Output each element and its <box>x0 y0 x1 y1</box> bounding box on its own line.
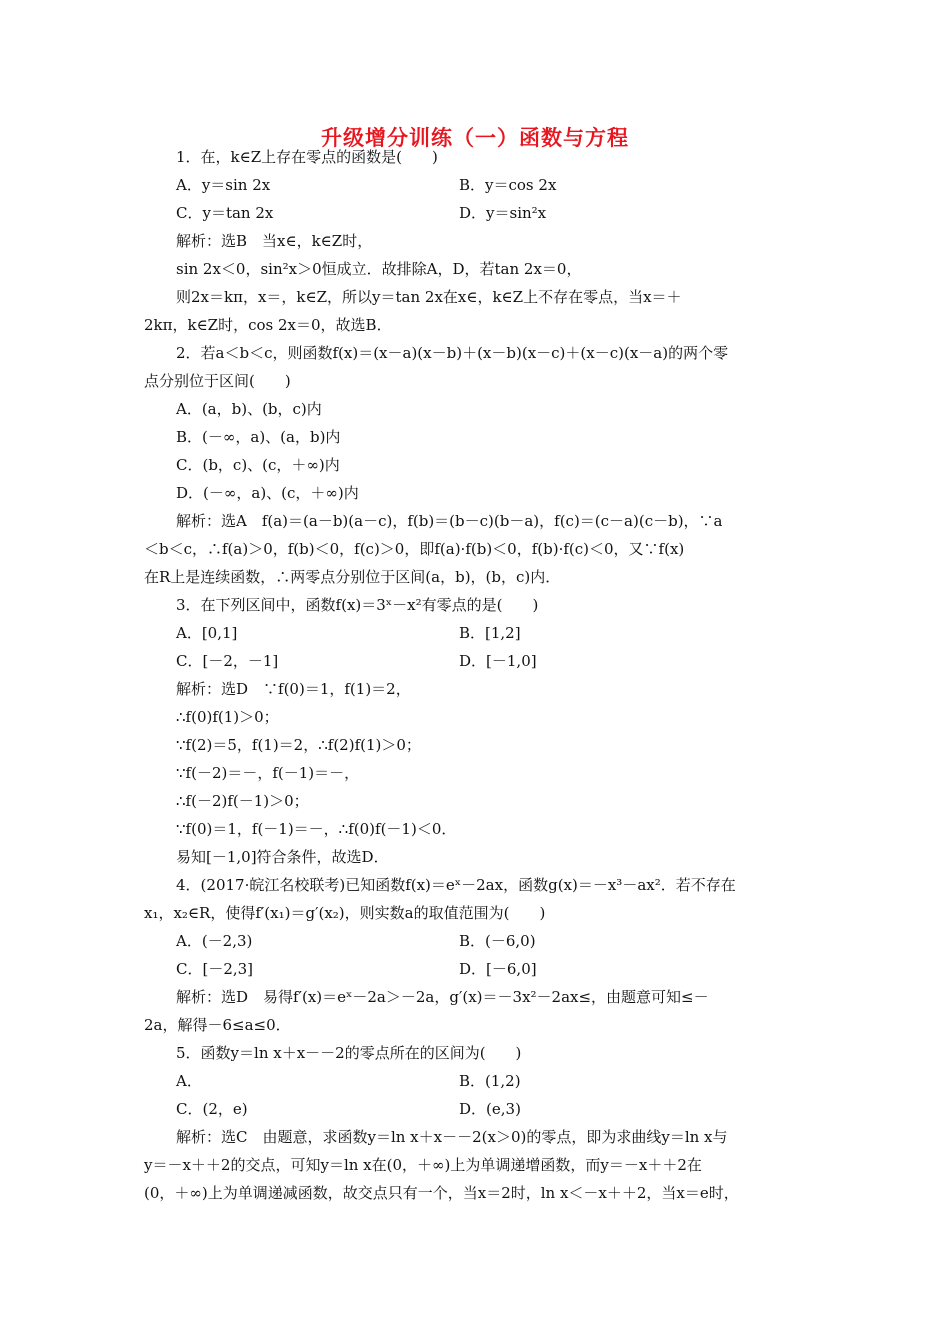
text-line: D．[－6,0] <box>459 960 537 978</box>
text-line: B．(1,2) <box>459 1072 521 1090</box>
text-line: 易知[－1,0]符合条件，故选D． <box>176 848 389 866</box>
text-line: 解析：选A f(a)＝(a－b)(a－c)，f(b)＝(b－c)(b－a)，f(c)＝(c－a)(c－b)，∵a <box>176 512 723 530</box>
text-line: ＜b＜c，∴f(a)＞0，f(b)＜0，f(c)＞0，即f(a)·f(b)＜0，f(b)·f(c)＜0，又∵f(x) <box>144 540 685 558</box>
text-line: D．(－∞，a)、(c，＋∞)内 <box>176 484 359 502</box>
text-line: A．(a，b)、(b，c)内 <box>176 400 322 418</box>
text-line: D．y＝sin²x <box>459 204 547 222</box>
text-line: 2．若a＜b＜c，则函数f(x)＝(x－a)(x－b)＋(x－b)(x－c)＋(x－c)(x－a)的两个零 <box>176 344 729 362</box>
text-line: 解析：选D 易得f′(x)＝eˣ－2a＞－2a，g′(x)＝－3x²－2ax≤，由题意可知≤－ <box>176 988 709 1006</box>
text-line: B．(－6,0) <box>459 932 536 950</box>
text-line: C．[－2，－1] <box>176 652 279 670</box>
text-line: C．y＝tan 2x <box>176 204 274 222</box>
text-line: x₁，x₂∈R，使得f′(x₁)＝g′(x₂)，则实数a的取值范围为( ) <box>144 904 546 922</box>
text-line: 5．函数y＝ln x＋x－－2的零点所在的区间为( ) <box>176 1044 522 1062</box>
text-line: A．y＝sin 2x <box>176 176 271 194</box>
text-line: sin 2x＜0，sin²x＞0恒成立．故排除A，D，若tan 2x＝0， <box>176 260 582 278</box>
page-title: 升级增分训练（一）函数与方程 <box>321 126 629 150</box>
text-line: 1．在，k∈Z上存在零点的函数是( ) <box>176 148 438 166</box>
text-line: 2a，解得－6≤a≤0． <box>144 1016 291 1034</box>
text-line: 在R上是连续函数，∴两零点分别位于区间(a，b)，(b，c)内． <box>144 568 561 586</box>
text-line: A．[0,1] <box>176 624 238 642</box>
text-line: D．(e,3) <box>459 1100 521 1118</box>
text-line: 解析：选C 由题意，求函数y＝ln x＋x－－2(x＞0)的零点，即为求曲线y＝ln x与 <box>176 1128 728 1146</box>
text-line: B．y＝cos 2x <box>459 176 557 194</box>
text-line: C．(b，c)、(c，＋∞)内 <box>176 456 340 474</box>
text-line: 4．(2017·皖江名校联考)已知函数f(x)＝eˣ－2ax，函数g(x)＝－x³－ax²．若不存在 <box>176 876 736 894</box>
text-line: 点分别位于区间( ) <box>144 372 291 390</box>
text-line: 2kπ，k∈Z时，cos 2x＝0，故选B． <box>144 316 392 334</box>
text-line: 解析：选D ∵f(0)＝1，f(1)＝2， <box>176 680 411 698</box>
text-line: ∴f(－2)f(－1)＞0； <box>176 792 309 810</box>
text-line: ∵f(－2)＝－，f(－1)＝－， <box>176 764 360 782</box>
text-line: 3．在下列区间中，函数f(x)＝3ˣ－x²有零点的是( ) <box>176 596 539 614</box>
text-line: C．(2，e) <box>176 1100 248 1118</box>
text-line: ∵f(0)＝1，f(－1)＝－，∴f(0)f(－1)＜0． <box>176 820 457 838</box>
text-line: A． <box>176 1072 202 1090</box>
text-line: B．[1,2] <box>459 624 521 642</box>
text-line: D．[－1,0] <box>459 652 537 670</box>
text-line: 则2x＝kπ，x＝，k∈Z，所以y＝tan 2x在x∈，k∈Z上不存在零点，当x＝＋ <box>176 288 682 306</box>
text-line: B．(－∞，a)、(a，b)内 <box>176 428 341 446</box>
text-line: A．(－2,3) <box>176 932 253 950</box>
text-line: (0，＋∞)上为单调递减函数，故交点只有一个，当x＝2时，ln x＜－x＋＋2，当x＝e时， <box>144 1184 739 1202</box>
text-line: 解析：选B 当x∈，k∈Z时， <box>176 232 373 250</box>
text-line: C．[－2,3] <box>176 960 254 978</box>
text-line: ∴f(0)f(1)＞0； <box>176 708 279 726</box>
text-line: ∵f(2)＝5，f(1)＝2，∴f(2)f(1)＞0； <box>176 736 421 754</box>
text-line: y＝－x＋＋2的交点，可知y＝ln x在(0，＋∞)上为单调递增函数，而y＝－x＋＋2在 <box>144 1156 702 1174</box>
